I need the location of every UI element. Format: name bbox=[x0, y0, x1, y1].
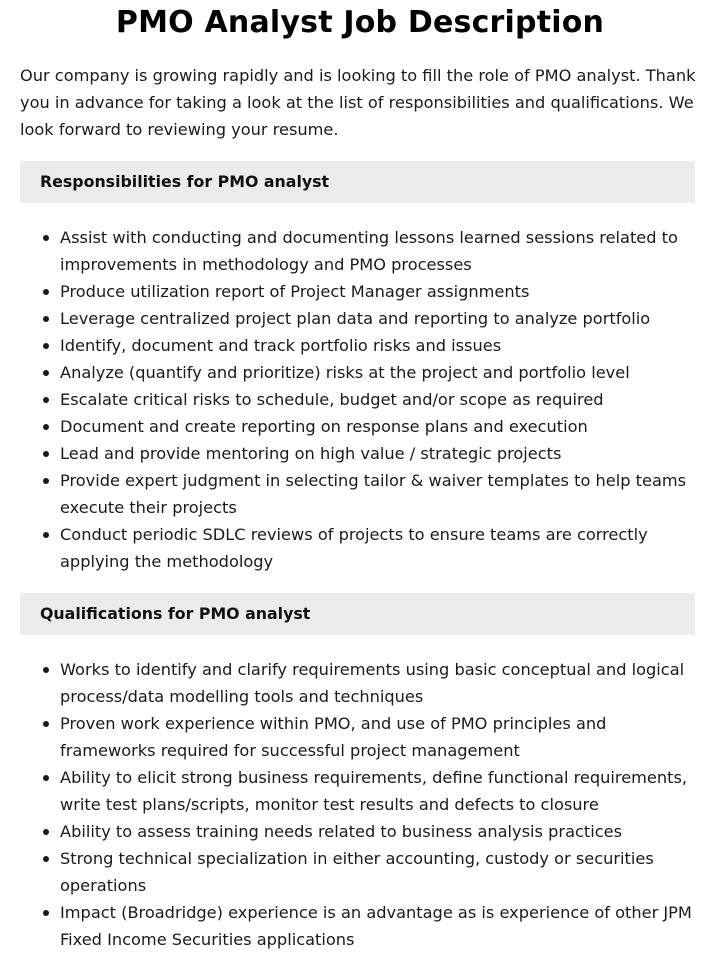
list-item: Impact (Broadridge) experience is an advantage as is experience of other JPM Fixed Income Securities applications bbox=[60, 899, 696, 953]
qualifications-heading: Qualifications for PMO analyst bbox=[20, 593, 695, 635]
page-title: PMO Analyst Job Description bbox=[115, 5, 605, 40]
list-item: Lead and provide mentoring on high value / strategic projects bbox=[60, 440, 696, 467]
list-item: Works to identify and clarify requirements using basic conceptual and logical process/data modelling tools and techniques bbox=[60, 656, 696, 710]
intro-paragraph: Our company is growing rapidly and is looking to fill the role of PMO analyst. Thank you in advance for taking a look at the list of responsibilities and qualifications. We look forward to reviewing your resume. bbox=[20, 66, 696, 139]
list-item: Identify, document and track portfolio risks and issues bbox=[60, 332, 696, 359]
responsibilities-heading: Responsibilities for PMO analyst bbox=[20, 161, 695, 203]
list-item: Produce utilization report of Project Manager assignments bbox=[60, 278, 696, 305]
list-item: Document and create reporting on response plans and execution bbox=[60, 413, 696, 440]
qualifications-list bbox=[0, 656, 696, 953]
list-item: Ability to assess training needs related to business analysis practices bbox=[60, 818, 696, 845]
list-item: Strong technical specialization in either accounting, custody or securities operations bbox=[60, 845, 696, 899]
list-item: Proven work experience within PMO, and use of PMO principles and frameworks required for successful project management bbox=[60, 710, 696, 764]
list-item: Provide expert judgment in selecting tailor & waiver templates to help teams execute their projects bbox=[60, 467, 696, 521]
list-item: Ability to elicit strong business requirements, define functional requirements, write test plans/scripts, monitor test results and defects to closure bbox=[60, 764, 696, 818]
list-item: Conduct periodic SDLC reviews of projects to ensure teams are correctly applying the methodology bbox=[60, 521, 696, 575]
list-item: Assist with conducting and documenting lessons learned sessions related to improvements in methodology and PMO processes bbox=[60, 224, 696, 278]
responsibilities-list bbox=[0, 224, 696, 575]
list-item: Analyze (quantify and prioritize) risks at the project and portfolio level bbox=[60, 359, 696, 386]
list-item: Leverage centralized project plan data and reporting to analyze portfolio bbox=[60, 305, 696, 332]
list-item: Escalate critical risks to schedule, budget and/or scope as required bbox=[60, 386, 696, 413]
